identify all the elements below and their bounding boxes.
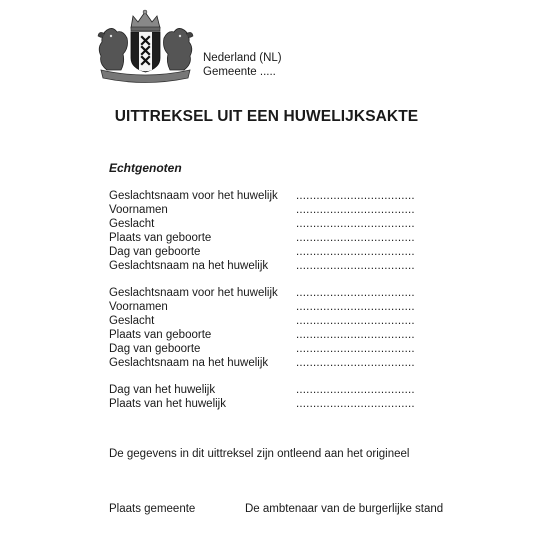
field-label: Geslacht bbox=[109, 218, 155, 230]
field-row bbox=[109, 356, 429, 370]
field-value: ................................... bbox=[296, 357, 415, 369]
field-label: Plaats van het huwelijk bbox=[109, 398, 226, 410]
field-label: Dag van het huwelijk bbox=[109, 384, 216, 396]
field-value: ................................... bbox=[296, 384, 415, 396]
field-value: ................................... bbox=[296, 232, 415, 244]
field-label: Geslachtsnaam na het huwelijk bbox=[109, 357, 269, 369]
field-row bbox=[109, 342, 429, 356]
field-row bbox=[109, 383, 429, 397]
origin-statement: De gegevens in dit uittreksel zijn ontleend aan het origineel bbox=[109, 448, 410, 460]
section-label-spouses: Echtgenoten bbox=[109, 161, 182, 175]
field-row bbox=[109, 231, 429, 245]
field-row bbox=[109, 314, 429, 328]
municipality-label: Gemeente ..... bbox=[203, 66, 276, 78]
field-row bbox=[109, 203, 429, 217]
field-row bbox=[109, 189, 429, 203]
field-value: ................................... bbox=[296, 329, 415, 341]
field-label: Geslachtsnaam voor het huwelijk bbox=[109, 287, 278, 299]
field-value: ................................... bbox=[296, 398, 415, 410]
field-label: Geslachtsnaam voor het huwelijk bbox=[109, 190, 278, 202]
field-value: ................................... bbox=[296, 260, 415, 272]
signature-place-label: Plaats gemeente bbox=[109, 503, 196, 515]
field-label: Voornamen bbox=[109, 301, 168, 313]
field-label: Plaats van geboorte bbox=[109, 329, 212, 341]
field-value: ................................... bbox=[296, 204, 415, 216]
field-row bbox=[109, 286, 429, 300]
spacer bbox=[109, 370, 429, 383]
field-value: ................................... bbox=[296, 343, 415, 355]
field-label: Geslachtsnaam na het huwelijk bbox=[109, 260, 269, 272]
field-row bbox=[109, 300, 429, 314]
spacer bbox=[109, 273, 429, 286]
field-row bbox=[109, 245, 429, 259]
field-row bbox=[109, 397, 429, 411]
form-fields bbox=[109, 189, 429, 411]
coat-of-arms-icon bbox=[93, 8, 198, 86]
field-label: Geslacht bbox=[109, 315, 155, 327]
field-value: ................................... bbox=[296, 287, 415, 299]
header-info bbox=[203, 51, 282, 79]
signature-official-label: De ambtenaar van de burgerlijke stand bbox=[245, 503, 444, 515]
field-row bbox=[109, 328, 429, 342]
field-value: ................................... bbox=[296, 190, 415, 202]
document-title: UITTREKSEL UIT EEN HUWELIJKSAKTE bbox=[114, 108, 419, 125]
field-label: Dag van geboorte bbox=[109, 246, 201, 258]
field-row bbox=[109, 217, 429, 231]
field-value: ................................... bbox=[296, 218, 415, 230]
field-value: ................................... bbox=[296, 315, 415, 327]
field-value: ................................... bbox=[296, 246, 415, 258]
field-row bbox=[109, 259, 429, 273]
field-label: Voornamen bbox=[109, 204, 168, 216]
field-label: Plaats van geboorte bbox=[109, 232, 212, 244]
country-label: Nederland (NL) bbox=[203, 52, 282, 64]
field-value: ................................... bbox=[296, 301, 415, 313]
field-label: Dag van geboorte bbox=[109, 343, 201, 355]
